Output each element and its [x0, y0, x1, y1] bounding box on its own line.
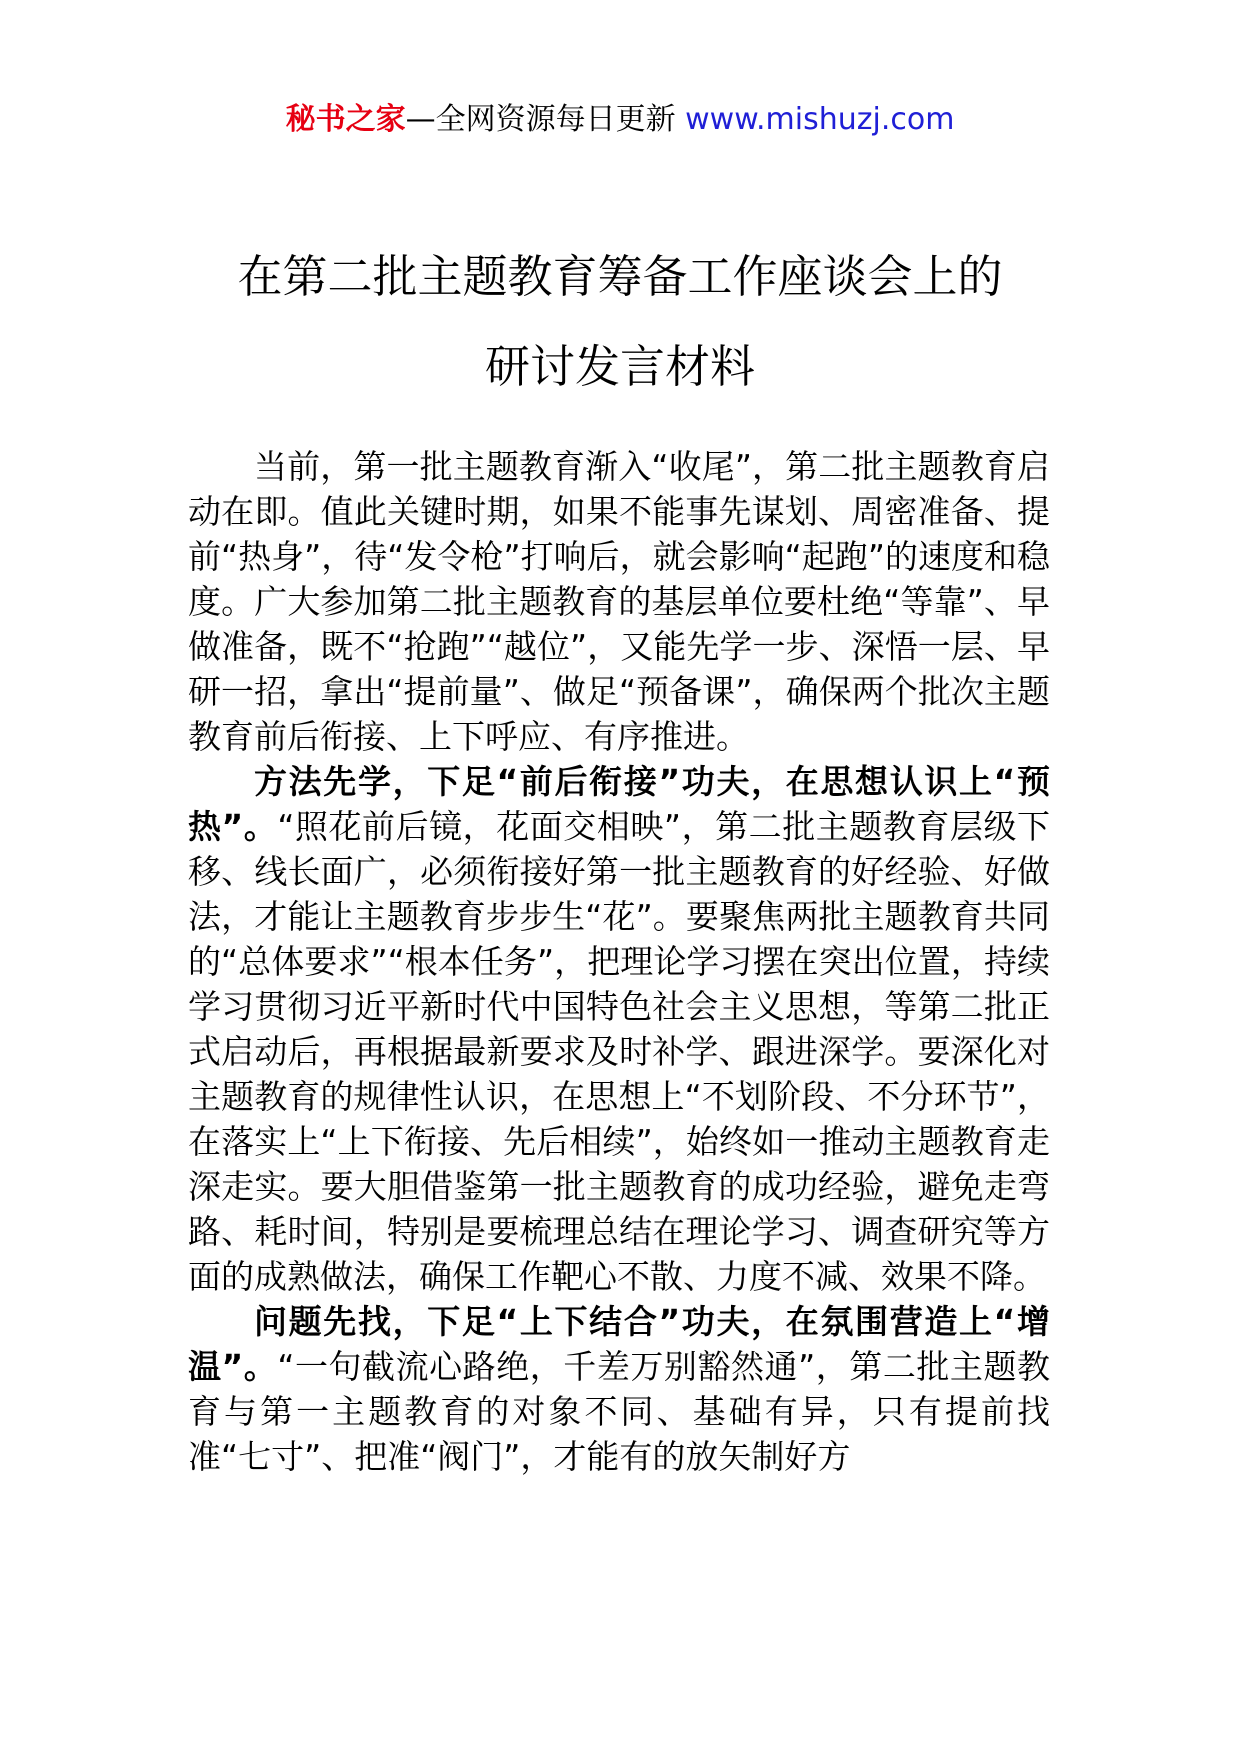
document-title: [160, 232, 1080, 412]
site-header: [0, 100, 1240, 140]
document-title-line-2: 研讨发言材料: [484, 340, 755, 393]
paragraph-text: “一句截流心路绝，千差万别豁然通”，第二批主题教育与第一主题教育的对象不同、基础有异，只有提前找准“七寸”、把准“阀门”，才能有的放矢制好方: [188, 1347, 1050, 1476]
site-url-link[interactable]: www.mishuzj.com: [685, 102, 955, 137]
site-tagline: —全网资源每日更新: [405, 102, 686, 137]
document-title-line-1: 在第二批主题教育筹备工作座谈会上的: [237, 250, 1003, 303]
paragraph-text: “照花前后镜，花面交相映”，第二批主题教育层级下移、线长面广，必须衔接好第一批主题教育的好经验、好做法，才能让主题教育步步生“花”。要聚焦两批主题教育共同的“总体要求”“根本任务”，把理论学习摆在突出位置，持续学习贯彻习近平新时代中国特色社会主义思想，等第二批正式启动后，再根据最新要求及时补学、跟进深学。要深化对主题教育的规律性认识，在思想上“不划阶段、不分环节”，在落实上“上下衔接、先后相续”，始终如一推动主题教育走深走实。要大胆借鉴第一批主题教育的成功经验，避免走弯路、耗时间，特别是要梳理总结在理论学习、调查研究等方面的成熟做法，确保工作靶心不散、力度不减、效果不降。: [188, 807, 1050, 1296]
paragraph-problem-first: [188, 1299, 1050, 1479]
paragraph-lead: 问题先找，下足“上下结合”功夫，在氛围营造上“增温”。: [188, 1302, 1050, 1386]
site-brand: 秘书之家: [285, 102, 406, 137]
paragraph-lead: 方法先学，下足“前后衔接”功夫，在思想认识上“预热”。: [188, 762, 1050, 846]
paragraph-text: 当前，第一批主题教育渐入“收尾”，第二批主题教育启动在即。值此关键时期，如果不能事先谋划、周密准备、提前“热身”，待“发令枪”打响后，就会影响“起跑”的速度和稳度。广大参加第二批主题教育的基层单位要杜绝“等靠”、早做准备，既不“抢跑”“越位”，又能先学一步、深悟一层、早研一招，拿出“提前量”、做足“预备课”，确保两个批次主题教育前后衔接、上下呼应、有序推进。: [188, 447, 1050, 756]
document-body: [188, 444, 1050, 1479]
paragraph-intro: [188, 444, 1050, 759]
paragraph-method-first: [188, 759, 1050, 1299]
